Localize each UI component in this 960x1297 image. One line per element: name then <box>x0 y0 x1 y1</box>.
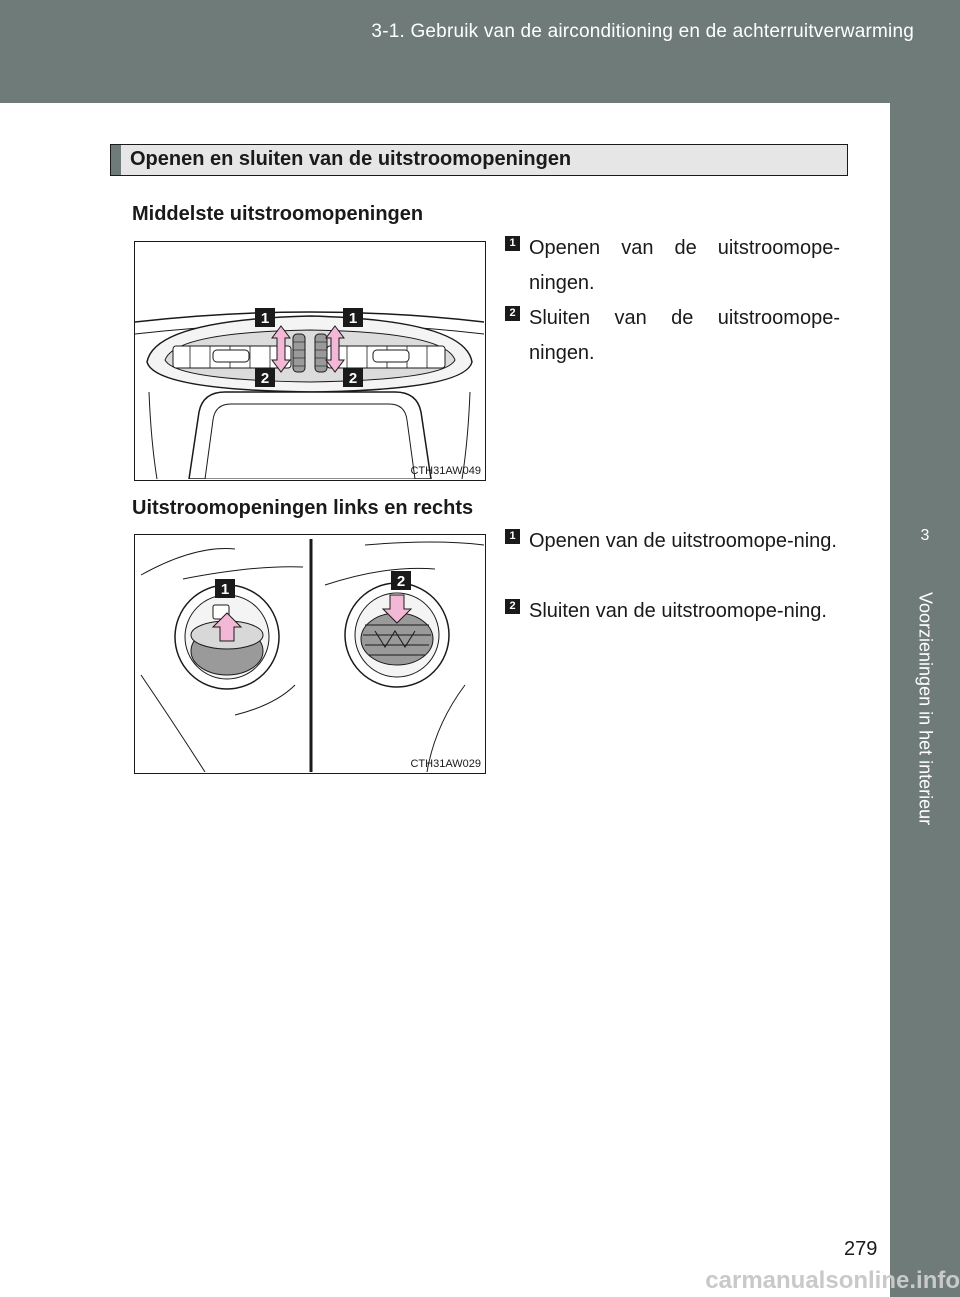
watermark: carmanualsonline.info <box>705 1267 960 1294</box>
chapter-number: 3 <box>920 527 930 544</box>
step-number-badge: 1 <box>505 236 520 251</box>
step-number-badge: 2 <box>505 599 520 614</box>
chapter-tab <box>890 480 960 570</box>
figure-side-vents <box>134 534 486 774</box>
step-text: Sluiten van de uitstroomope-ningen. <box>529 307 840 364</box>
callout-label: 2 <box>396 573 406 590</box>
step-number-badge: 2 <box>505 306 520 321</box>
chapter-title: Voorzieningen in het interieur <box>915 592 936 826</box>
step-item <box>505 524 840 559</box>
section-heading-bar <box>110 144 848 176</box>
step-text: Openen van de uitstroomope-ning. <box>529 530 837 552</box>
step-text: Openen van de uitstroomope-ningen. <box>529 237 840 294</box>
step-item <box>505 301 840 371</box>
step-text: Sluiten van de uitstroomope-ning. <box>529 600 827 622</box>
sub-heading-center-vents: Middelste uitstroomopeningen <box>132 203 424 225</box>
section-accent <box>111 145 121 175</box>
side-vents-illustration <box>135 535 484 772</box>
step-item <box>505 231 840 301</box>
callout-label: 2 <box>348 370 358 387</box>
sub-heading-side-vents: Uitstroomopeningen links en rechts <box>132 497 474 519</box>
step-item <box>505 594 840 629</box>
figure-code: CTH31AW029 <box>410 758 481 770</box>
running-header: 3-1. Gebruik van de airconditioning en de achterruitverwarming <box>371 21 914 42</box>
figure-code: CTH31AW049 <box>410 465 481 477</box>
section-title: Openen en sluiten van de uitstroomopeningen <box>130 148 572 170</box>
header-band <box>0 0 960 103</box>
callout-label: 1 <box>260 310 270 327</box>
callout-label: 1 <box>220 581 230 598</box>
step-number-badge: 1 <box>505 529 520 544</box>
figure-center-vents <box>134 241 486 481</box>
page-number: 279 <box>844 1238 878 1260</box>
center-vents-illustration <box>135 242 484 479</box>
side-tab-upper <box>890 103 960 480</box>
callout-label: 2 <box>260 370 270 387</box>
callout-label: 1 <box>348 310 358 327</box>
